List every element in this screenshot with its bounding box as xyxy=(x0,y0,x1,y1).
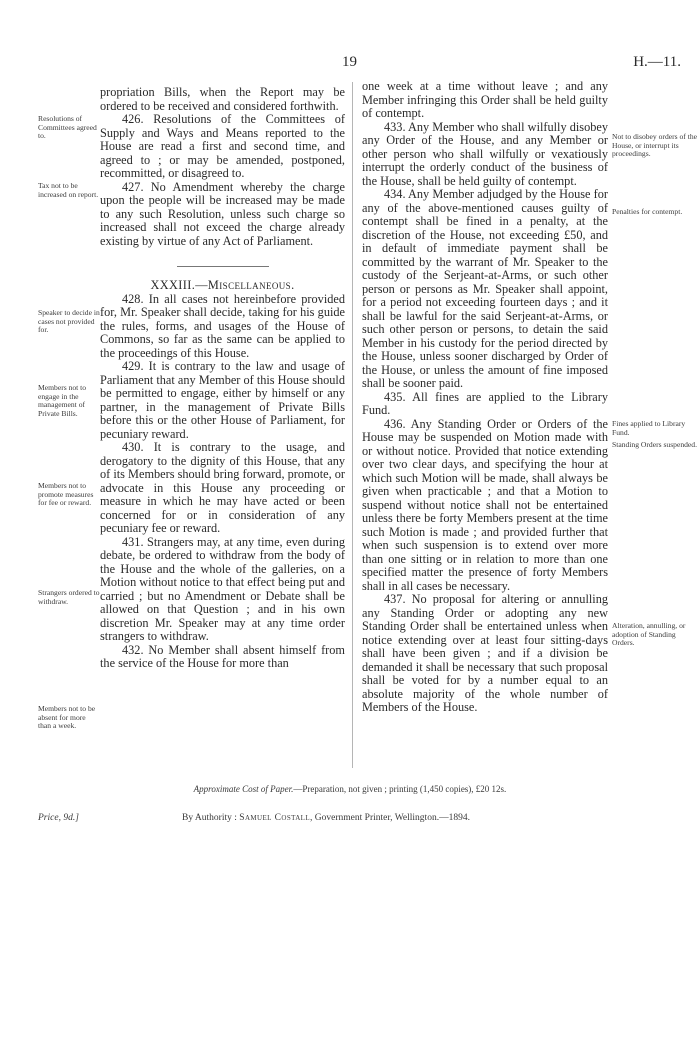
paragraph-continuation-right: one week at a time without leave ; and any Member infringing this Order shall be held guilty of contempt. xyxy=(362,79,608,120)
paragraph-436: 436. Any Standing Order or Orders of the House may be suspended on Motion made with or without notice. Provided that notice extending over two clear days, and specifying the hour at which such Motion will be made, shall always be given when practicable ; and that a Motion to suspend without notice shall not be entertained unless there be forty Members present at the time such Motion is made ; and provided further that when such suspension is to extend over more than one sitting or in relation to more than one specified matter the presence of forty Members shall in all cases be necessary. xyxy=(362,416,608,593)
printer-name: Samuel Costall xyxy=(239,813,311,823)
paragraph-427: 427. No Amendment whereby the charge upon the people will be increased may be made to any such Resolution, unless such charge so increased shall not exceed the charge already existing by virtue of any Act of Parliament. xyxy=(100,179,345,248)
margin-note-speaker: Speaker to decide in cases not provided for. xyxy=(38,308,100,335)
margin-note-absent: Members not to be absent for more than a week. xyxy=(38,704,96,731)
margin-note-promote: Members not to promote measures for fee or reward. xyxy=(38,481,94,508)
paragraph-435: 435. All fines are applied to the Library Fund. xyxy=(362,389,608,417)
margin-note-private-bills: Members not to engage in the management of Private Bills. xyxy=(38,383,87,418)
margin-note-resolutions: Resolutions of Committees agreed to. xyxy=(38,114,97,141)
paragraph-430: 430. It is contrary to the usage, and derogatory to the dignity of this House, that any of its Members should bring forward, promote, or advocate in this House any proceeding or measure in which he may have acted or been concerned for or in consideration of any pecuniary fee or reward. xyxy=(100,440,345,535)
page-header xyxy=(0,54,700,74)
column-divider xyxy=(352,82,353,768)
section-title: XXXIII.—Miscellaneous. xyxy=(150,278,295,292)
margin-note-tax: Tax not to be increased on report. xyxy=(38,181,99,199)
paragraph-431: 431. Strangers may, at any time, even during debate, be ordered to withdraw from the body of the House and the whole of the galleries, on a Motion without notice to that effect being put and carried ; but no Amendment or Debate shall be allowed on that Question ; and in his own discretion Mr. Speaker may at any time order strangers to withdraw. xyxy=(100,534,345,643)
margin-note-suspended: Standing Orders suspended. xyxy=(612,440,697,449)
margin-note-alteration: Alteration, annulling, or adoption of Standing Orders. xyxy=(612,621,686,648)
right-column xyxy=(362,80,608,715)
paragraph-432: 432. No Member shall absent himself from the service of the House for more than xyxy=(100,642,345,670)
left-column xyxy=(100,86,345,671)
section-rule xyxy=(177,266,269,267)
paragraph-continuation: propriation Bills, when the Report may be ordered to be received and considered forthwith. xyxy=(100,85,345,113)
margin-note-fines: Fines applied to Library Fund. xyxy=(612,419,686,437)
paragraph-426: 426. Resolutions of the Committees of Supply and Ways and Means reported to the House are read a first and second time, and agreed to ; or may be amended, postponed, recommitted, or disagreed to. xyxy=(100,112,345,180)
paragraph-428: 428. In all cases not hereinbefore provided for, Mr. Speaker shall decide, taking for his guide the rules, forms, and usages of the House of Commons, so far as the same can be applied to the proceedings of this House. xyxy=(100,291,345,360)
paragraph-437: 437. No proposal for altering or annulling any Standing Order or adopting any new Standing Order shall be entertained unless when notice extending over at least four sitting-days shall have been given ; and if a division be demanded it shall be necessary that such proposal shall be voted for by a number equal to an absolute majority of the whole number of Members of the House. xyxy=(362,592,608,714)
paragraph-434: 434. Any Member adjudged by the House for any of the above-mentioned causes guilty of contempt shall be fined in a penalty, at the discretion of the House, not exceeding £50, and in default of immediate payment shall be committed by the warrant of Mr. Speaker to the custody of the Serjeant-at-Arms, or such other person or persons as Mr. Speaker shall appoint, for a period not exceeding fourteen days ; and it shall be lawful for the said Serjeant-at-Arms, or such other person or persons, to detain the said Member in his custody for the period directed by the House, unless sooner discharged by Order of the House, or unless the amount of fine imposed shall be sooner paid. xyxy=(362,187,608,390)
price: Price, 9d.] xyxy=(38,813,79,823)
margin-note-penalties: Penalties for contempt. xyxy=(612,207,683,216)
cost-label: Approximate Cost of Paper. xyxy=(193,784,294,794)
cost-line xyxy=(0,784,700,794)
paragraph-429: 429. It is contrary to the law and usage of Parliament that any Member of this House should be permitted to engage, either by himself or any partner, in the management of Private Bills before this or the other House of Parliament, for pecuniary reward. xyxy=(100,359,345,441)
authority-suffix: , Government Printer, Wellington.—1894. xyxy=(310,813,470,823)
paragraph-433: 433. Any Member who shall wilfully disobey any Order of the House, and any Member or other person who shall wilfully or vexatiously interrupt the orderly conduct of the business of the House, shall be held guilty of contempt. xyxy=(362,119,608,188)
margin-note-disobey: Not to disobey orders of the House, or interrupt its proceedings. xyxy=(612,132,697,159)
authority-line xyxy=(182,813,470,823)
authority-prefix: By Authority : xyxy=(182,813,237,823)
page-number: 19 xyxy=(342,54,357,70)
paper-code: H.—11. xyxy=(633,54,681,70)
cost-text: —Preparation, not given ; printing (1,450 copies), £20 12s. xyxy=(293,784,507,794)
margin-note-strangers: Strangers ordered to withdraw. xyxy=(38,588,100,606)
